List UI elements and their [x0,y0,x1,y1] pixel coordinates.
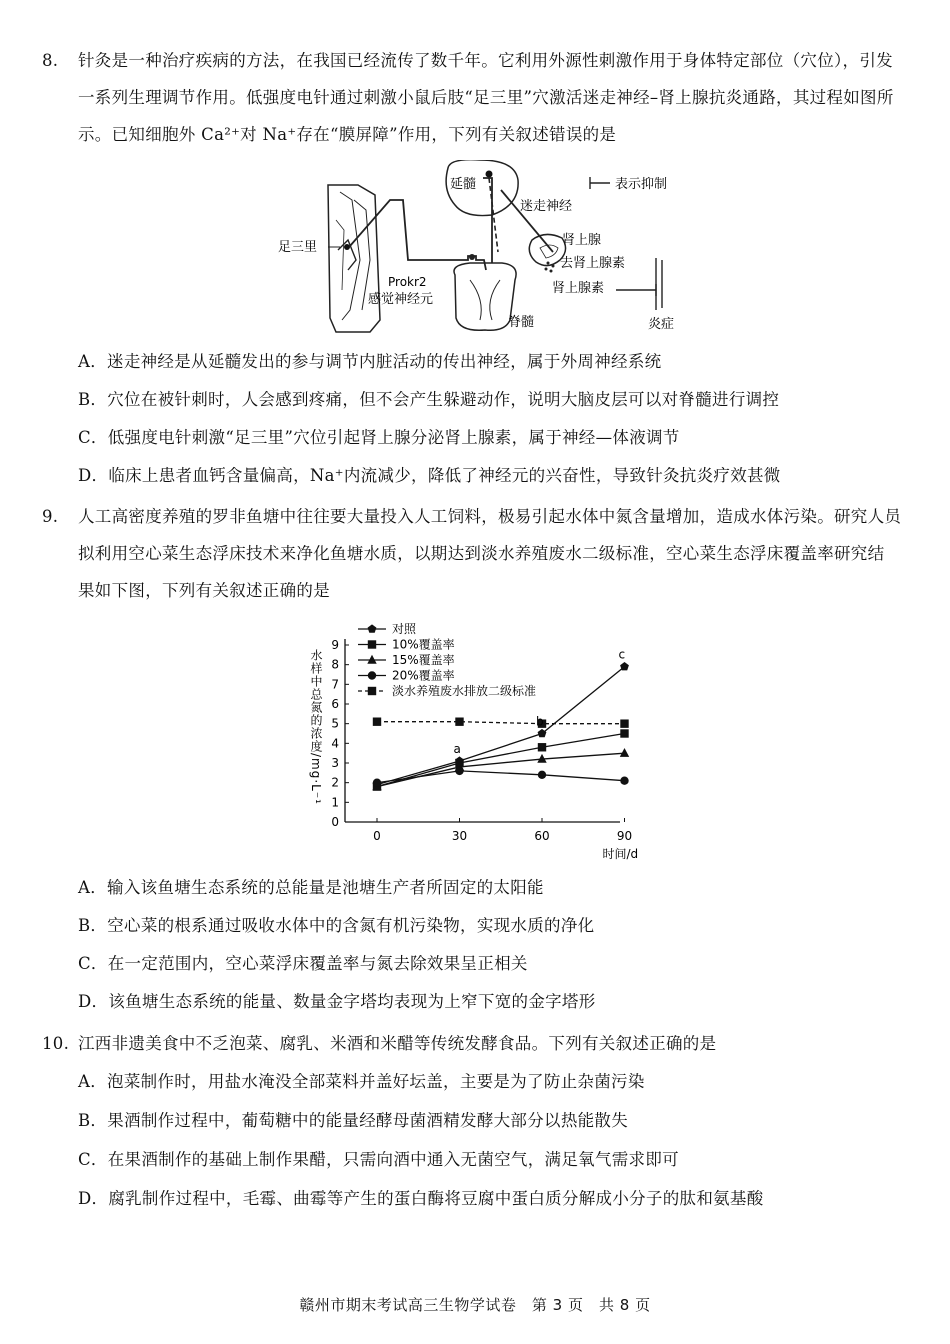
x-axis-label: 时间/d [602,847,639,861]
option-d: D．腐乳制作过程中，毛霉、曲霉等产生的蛋白酶将豆腐中蛋白质分解成小分子的肽和氨基酸 [78,1189,764,1208]
legend-marker [368,671,376,679]
legend-label: 淡水养殖废水排放二级标准 [392,684,537,698]
y-tick-label: 8 [331,657,339,672]
data-point [373,778,381,786]
point-annotation: a [453,742,461,757]
question-text-line: 一系列生理调节作用。低强度电针通过刺激小鼠后肢“足三里”穴激活迷走神经–肾上腺抗炎通路，其过程如图所 [78,88,894,107]
label-spinal: 脊髓 [508,315,535,330]
y-tick-label: 3 [331,756,339,770]
legend-marker [368,624,377,632]
label-vagus: 迷走神经 [520,199,573,214]
series-line-3 [377,771,625,783]
series-line-4 [377,722,625,724]
question-text-line: 果如下图，下列有关叙述正确的是 [78,581,330,600]
legend-marker [368,640,376,648]
data-point [455,767,463,775]
point-annotation: b [536,714,544,729]
label-inhibit: 表示抑制 [615,177,668,192]
option-d: D．该鱼塘生态系统的能量、数量金字塔均表现为上窄下宽的金字塔形 [78,992,596,1011]
data-point [538,729,547,737]
question-number: 9. [42,507,59,526]
question-text-line: 拟利用空心菜生态浮床技术来净化鱼塘水质，以期达到淡水养殖废水二级标准，空心菜生态浮床覆盖率研究结 [78,544,885,563]
y-tick-label: 4 [331,736,339,751]
label-inflammation: 炎症 [648,317,675,332]
question-10 [42,1025,922,1062]
y-tick-label: 1 [331,795,339,810]
label-prokr2: Prokr2 [388,275,427,289]
question-text-line: 针灸是一种治疗疾病的方法，在我国已经流传了数千年。它利用外源性刺激作用于身体特定部位（穴位），引发 [78,51,893,70]
nitrogen-concentration-chart [300,615,640,865]
option-b: B．果酒制作过程中，葡萄糖中的能量经酵母菌酒精发酵大部分以热能散失 [78,1111,629,1130]
x-tick-label: 90 [616,829,633,843]
x-tick-label: 60 [534,829,550,843]
option-a: A．迷走神经是从延髓发出的参与调节内脏活动的传出神经，属于外周神经系统 [78,352,662,371]
option-c: C．低强度电针刺激“足三里”穴位引起肾上腺分泌肾上腺素，属于神经—体液调节 [78,428,680,447]
y-tick-label: 2 [331,775,339,790]
data-point [620,662,629,670]
question-text-line: 江西非遗美食中不乏泡菜、腐乳、米酒和米醋等传统发酵食品。下列有关叙述正确的是 [78,1034,717,1053]
sensory-neuron-body [469,254,475,260]
question-number: 10. [42,1034,70,1053]
option-c: C．在一定范围内，空心菜浮床覆盖率与氮去除效果呈正相关 [78,954,528,973]
acupoint-marker [344,244,350,250]
data-point [373,718,381,726]
option-c: C．在果酒制作的基础上制作果醋，只需向酒中通入无菌空气，满足氧气需求即可 [78,1150,679,1169]
y-tick-label: 6 [331,697,339,711]
y-tick-label: 0 [331,815,339,829]
question-text-line: 人工高密度养殖的罗非鱼塘中往往要大量投入人工饲料，极易引起水体中氮含量增加，造成水体污染。研究人员 [78,507,902,526]
question-text-line: 示。已知细胞外 Ca²⁺对 Na⁺存在“膜屏障”作用，下列有关叙述错误的是 [78,125,617,144]
data-point [620,748,629,757]
option-b: B．穴位在被针刺时，人会感到疼痛，但不会产生躲避动作，说明大脑皮层可以对脊髓进行调控 [78,390,780,409]
option-b: B．空心菜的根系通过吸收水体中的含氮有机污染物，实现水质的净化 [78,916,595,935]
legend-marker [368,687,376,695]
series-line-2 [377,753,625,786]
spinal-cord-outline [454,263,516,330]
label-adrenaline: 肾上腺素 [552,281,605,296]
vagus-adrenal-pathway-diagram [270,160,710,345]
label-adrenal: 肾上腺 [562,233,602,248]
legend-marker [367,655,376,664]
question-number: 8. [42,51,59,70]
x-tick-label: 0 [373,829,381,843]
label-sensory-neuron: 感觉神经元 [368,292,434,307]
label-noradrenaline: 去肾上腺素 [560,256,626,271]
option-a: A．泡菜制作时，用盐水淹没全部菜料并盖好坛盖，主要是为了防止杂菌污染 [78,1072,645,1091]
legend-label: 15%覆盖率 [392,653,455,667]
label-medulla: 延髓 [450,177,477,192]
option-a: A．输入该鱼塘生态系统的总能量是池塘生产者所固定的太阳能 [78,878,544,897]
hind-limb-outline [328,185,380,332]
legend-label: 10%覆盖率 [392,637,455,652]
data-point [538,771,546,779]
data-point [620,719,628,727]
data-point [620,729,628,737]
question-8 [42,42,922,153]
legend-label: 20%覆盖率 [392,668,455,683]
y-tick-label: 5 [331,716,339,731]
y-axis-label: 水样中总氮的浓度/mg·L⁻¹ [309,649,323,805]
data-point [620,777,628,785]
page-footer: 赣州市期末考试高三生物学试卷 第 3 页 共 8 页 [299,1296,651,1314]
label-zusanli: 足三里 [278,240,318,255]
y-tick-label: 7 [331,677,339,692]
x-tick-label: 30 [451,829,468,843]
data-point [538,743,546,751]
question-9 [42,498,922,609]
legend-label: 对照 [392,622,417,636]
point-annotation: c [618,647,626,662]
y-tick-label: 9 [331,638,339,652]
data-point [455,718,463,726]
option-d: D．临床上患者血钙含量偏高，Na⁺内流减少，降低了神经元的兴奋性，导致针灸抗炎疗效甚微 [78,466,781,485]
